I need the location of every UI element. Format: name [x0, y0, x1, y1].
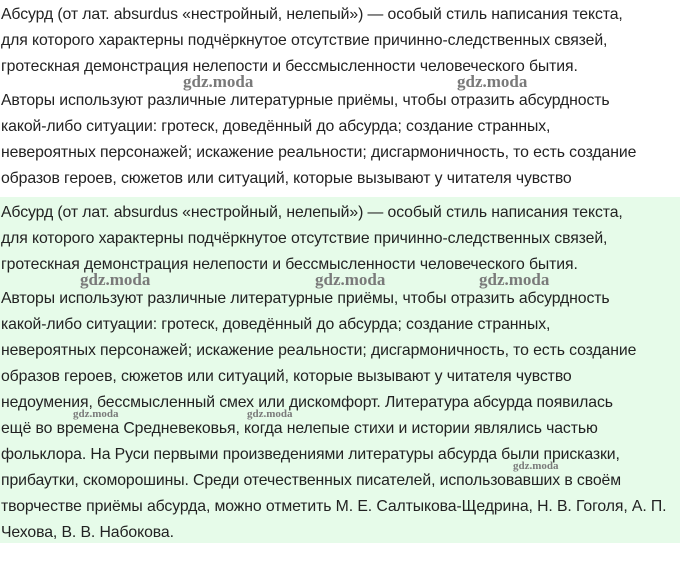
- text-line: невероятных персонажей; искажение реальности; дисгармоничность, то есть создание: [1, 144, 637, 161]
- text-line: Чехова, В. В. Набокова.: [1, 524, 174, 541]
- text-line: прибаутки, скоморошины. Среди отечественных писателей, использовавших в своём: [1, 472, 621, 489]
- text-line: для которого характерны подчёркнутое отсутствие причинно-следственных связей,: [1, 32, 608, 49]
- watermark: gdz.moda: [183, 72, 254, 91]
- text-line: гротескная демонстрация нелепости и бессмысленности человеческого бытия.: [1, 256, 578, 273]
- text-line: Абсурд (от лат. absurdus «нестройный, нелепый») — особый стиль написания текста,: [1, 204, 623, 221]
- text-line: образов героев, сюжетов или ситуаций, которые вызывают у читателя чувство: [1, 170, 572, 187]
- text-line: для которого характерны подчёркнутое отсутствие причинно-следственных связей,: [1, 230, 608, 247]
- watermark: gdz.moda: [457, 72, 528, 91]
- text-line: образов героев, сюжетов или ситуаций, которые вызывают у читателя чувство: [1, 368, 572, 385]
- text-line: гротескная демонстрация нелепости и бессмысленности человеческого бытия.: [1, 58, 578, 75]
- text-line: Авторы используют различные литературные приёмы, чтобы отразить абсурдность: [1, 92, 610, 109]
- text-line: фольклора. На Руси первыми произведениями литературы абсурда были присказки,: [1, 446, 620, 463]
- watermark: gdz.moda: [247, 408, 293, 420]
- watermark: gdz.moda: [73, 408, 119, 420]
- text-line: какой-либо ситуации: гротеск, доведённый до абсурда; создание странных,: [1, 118, 551, 135]
- watermark: gdz.moda: [315, 270, 386, 289]
- watermark: gdz.moda: [513, 460, 559, 472]
- text-line: ещё во времена Средневековья, когда нелепые стихи и истории являлись частью: [1, 420, 598, 437]
- text-line: невероятных персонажей; искажение реальности; дисгармоничность, то есть создание: [1, 342, 637, 359]
- watermark: gdz.moda: [80, 270, 151, 289]
- text-line: творчестве приёмы абсурда, можно отметить М. Е. Салтыкова-Щедрина, Н. В. Гоголя, А. П.: [1, 498, 667, 515]
- bottom-text-block: [0, 197, 680, 543]
- text-line: недоумения, бессмысленный смех или дискомфорт. Литература абсурда появилась: [1, 394, 613, 411]
- watermark: gdz.moda: [479, 270, 550, 289]
- text-line: какой-либо ситуации: гротеск, доведённый до абсурда; создание странных,: [1, 316, 551, 333]
- text-line: Абсурд (от лат. absurdus «нестройный, нелепый») — особый стиль написания текста,: [1, 6, 623, 23]
- top-text-block: [0, 0, 680, 197]
- text-line: Авторы используют различные литературные приёмы, чтобы отразить абсурдность: [1, 290, 610, 307]
